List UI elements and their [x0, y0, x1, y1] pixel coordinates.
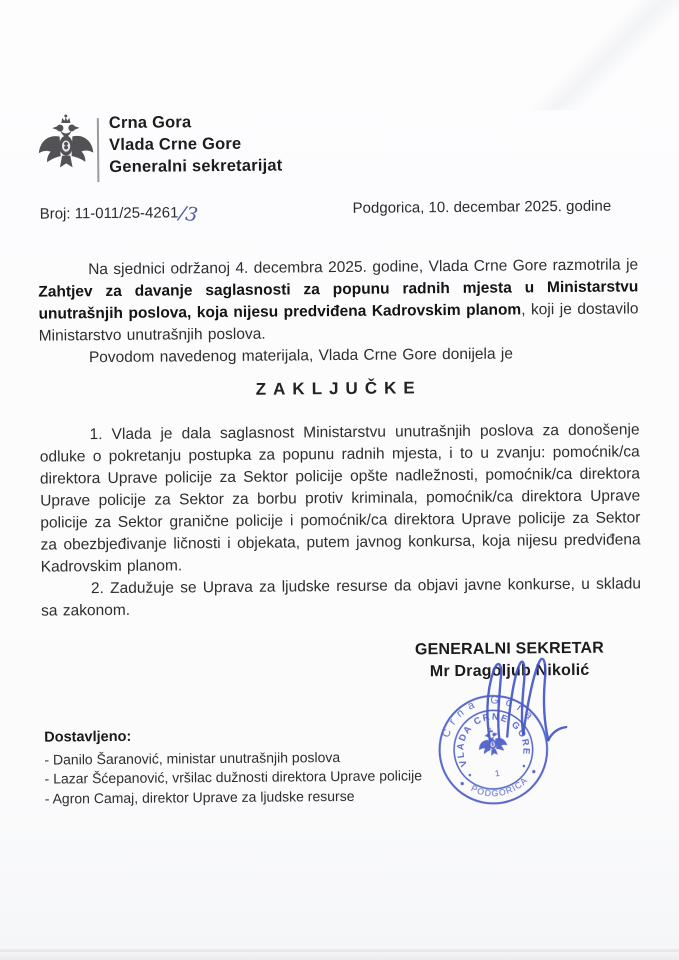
intro-section	[38, 254, 639, 369]
coat-of-arms-icon	[37, 112, 96, 185]
conclusion-item-2: 2. Zadužuje se Uprava za ljudske resurse da objavi javne konkurse, u skladu sa zakonom.	[41, 575, 641, 620]
org-line-country: Crna Gora	[108, 113, 192, 132]
distribution-section	[44, 725, 485, 809]
handwritten-annotation: /3	[177, 202, 199, 227]
distribution-item: - Danilo Šaranović, ministar unutrašnjih poslova	[44, 748, 341, 768]
subject-title: Zahtjev za davanje saglasnosti za popunu radnih mjesta u Ministarstvu unutrašnjih poslova, koja nijesu predviđena Kadrovskim planom	[38, 278, 639, 323]
reference-number	[39, 200, 199, 227]
intro-lead-text: Na sjednici održanoj 4. decembra 2025. godine, Vlada Crne Gore razmotrila je	[88, 256, 639, 279]
stamp-center-number: 1	[494, 767, 501, 779]
scan-edge-shadow	[0, 951, 679, 960]
stamp-bottom-text: PODGORICA	[469, 774, 530, 799]
stamp-outer-text: Crna Gora	[439, 694, 540, 740]
place-and-date: Podgorica, 10. decembar 2025. godine	[352, 197, 612, 217]
conclusion-item-1: 1. Vlada je dala saglasnost Ministarstvu unutrašnjih poslova za donošenje odluke o pokretanju postupka za popunu radnih mjesta, i to u zvanju: pomoćnik/ca direktora Uprave policije za Sektor policije opšte nadležnosti, pomoćnik/ca direktora Uprave policije za Sektor za borbu protiv kriminala, pomoćnik/ca direktora Uprave policije za Sektor granične policije i pomoćnik/ca direktora Uprave policije za Sektor za obezbjeđivanje ličnosti i objekata, putem javnog konkursa, koja nijesu predviđena Kadrovskim planom.	[39, 421, 641, 576]
stamp-dot-right	[522, 765, 525, 768]
distribution-item: - Lazar Šćepanović, vršilac dužnosti direktora Uprave policije	[44, 767, 423, 787]
stamp-inner-text: VLADA CRNE GORE	[455, 711, 532, 769]
conclusions-heading: ZAKLJUČKE	[255, 378, 422, 399]
signatory-name: Mr Dragoljub Nikolić	[429, 661, 590, 681]
intro-paragraph	[38, 254, 639, 347]
distribution-heading: Dostavljeno:	[44, 728, 132, 746]
letterhead-org-block	[109, 110, 283, 178]
reference-number-text: Broj: 11-011/25-4261	[39, 204, 179, 223]
intro-second-line: Povodom navedenog materijala, Vlada Crne Gore donijela je	[88, 345, 514, 367]
signatory-title: GENERALNI SEKRETAR	[414, 639, 605, 659]
distribution-item: - Agron Camaj, direktor Uprave za ljudske resurse	[44, 787, 355, 807]
stamp-star-right	[532, 770, 536, 774]
conclusions-section	[40, 419, 642, 622]
org-line-government: Vlada Crne Gore	[108, 134, 242, 154]
letterhead-divider	[97, 118, 100, 182]
intro-lead-tail: , koji je dostavilo Ministarstvo unutrašnjih poslova.	[38, 300, 639, 345]
org-line-secretariat: Generalni sekretarijat	[109, 156, 283, 176]
